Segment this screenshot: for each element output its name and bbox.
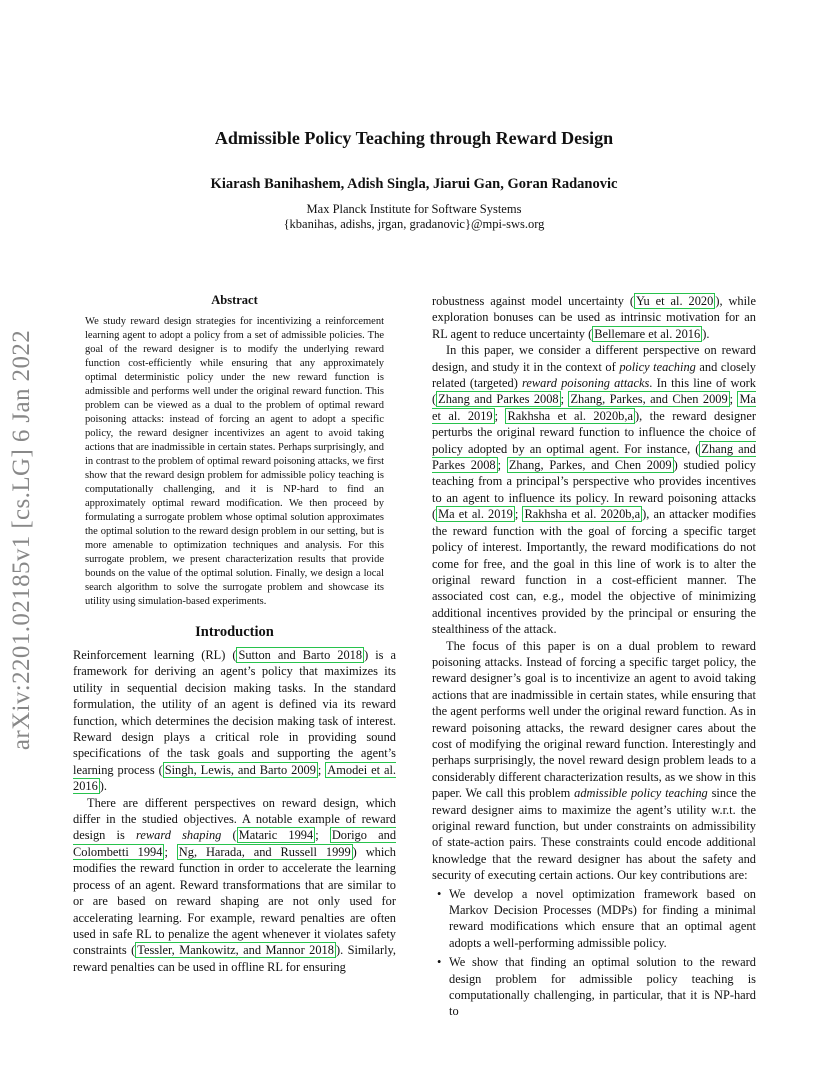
text-run: robustness against model uncertainty (	[432, 294, 634, 308]
emphasis-text: policy teaching	[619, 359, 696, 374]
citation-link[interactable]: Tessler, Mankowitz, and Mannor 2018	[137, 943, 334, 958]
text-run: There are different perspectives on reward design, which differ in the studied objectives. A notable example of reward design is	[73, 795, 396, 843]
citation-link[interactable]: Yu et al. 2020	[635, 294, 714, 308]
citation-link[interactable]: Mataric 1994	[238, 828, 314, 843]
citation-link[interactable]: Zhang, Parkes, and Chen 2009	[508, 458, 672, 473]
text-run: ;	[164, 844, 177, 859]
text-run: In this paper, we consider a different perspective on reward design, and study it in the context of	[432, 343, 756, 374]
text-run: . In this line of work (	[432, 376, 756, 407]
contributions-list	[432, 886, 756, 1020]
text-run: Reinforcement learning (RL) (	[73, 648, 237, 662]
text-run: since the reward designer aims to maximize the agent’s utility w.r.t. the original reward function, but under constraints on admissibility of state-action pairs. These constraints could encode additional knowledge that the reward designer has about the safety and security of executing certain actions. Our key contributions are:	[432, 786, 757, 883]
affiliation: Max Planck Institute for Software Systems	[306, 202, 522, 216]
emphasis-text: reward shaping	[136, 828, 222, 843]
citation-link[interactable]: Dorigo and Colombetti 1994	[73, 828, 397, 859]
text-run: ;	[317, 762, 326, 777]
contribution-item	[432, 954, 756, 1020]
text-run: ).	[702, 326, 710, 341]
right-paragraph-3	[432, 638, 756, 884]
text-run: ;	[497, 458, 507, 473]
citation-link[interactable]: Singh, Lewis, and Barto 2009	[164, 762, 316, 777]
intro-paragraph-1	[73, 647, 396, 795]
emphasis-text: reward poisoning attacks	[522, 376, 650, 391]
intro-paragraph-2	[73, 795, 396, 975]
text-run: ;	[729, 392, 738, 407]
author-emails: {kbanihas, adishs, jrgan, gradanovic}@mpi-sws.org	[283, 217, 545, 231]
citation-link[interactable]: Zhang, Parkes, and Chen 2009	[570, 392, 728, 407]
text-run: ) is a framework for deriving an agent’s policy that maximizes its utility in sequential decision making tasks. In the standard formulation, the utility of an agent is defined via its reward function, which determines the decision making task of interest. Reward design plays a critical role in providing sound specifications of the task goals and supporting the agent’s learning process (	[73, 648, 396, 777]
text-run: and closely related (targeted)	[432, 359, 756, 391]
text-run: ;	[514, 507, 523, 522]
bullet-icon: •	[437, 886, 442, 901]
citation-link[interactable]: Ma et al. 2019	[432, 392, 757, 423]
text-run: ;	[560, 392, 569, 407]
right-column	[432, 293, 756, 1023]
citation-link[interactable]: Zhang and Parkes 2008	[438, 392, 559, 407]
abstract-heading: Abstract	[211, 293, 258, 307]
right-paragraph-2	[432, 342, 756, 637]
author-list: Kiarash Banihashem, Adish Singla, Jiarui Gan, Goran Radanovic	[210, 176, 618, 192]
text-run: ), the reward designer perturbs the original reward function to influence the choice of policy adopted by an optimal agent. For instance, (	[432, 408, 756, 456]
text-run: (	[221, 828, 237, 843]
citation-link[interactable]: Zhang and Parkes 2008	[432, 441, 756, 473]
contribution-text: We develop a novel optimization framework based on Markov Decision Processes (MDPs) for finding a minimal reward modifications which ensure that an optimal agent adopts a well-performing admissible policy.	[449, 886, 756, 950]
right-paragraph-1	[432, 293, 756, 342]
citation-link[interactable]: Rakhsha et al. 2020b,a	[524, 507, 641, 522]
contribution-item	[432, 886, 756, 952]
text-run: ). Similarly, reward penalties can be used in offline RL for ensuring	[73, 943, 397, 974]
text-run: ).	[99, 779, 108, 794]
emphasis-text: admissible policy teaching	[574, 786, 708, 801]
affiliation-block	[0, 202, 828, 232]
left-column	[73, 293, 396, 975]
abstract-text: We study reward design strategies for incentivizing a reinforcement learning agent to adopt a policy from a set of admissible policies. The goal of the reward designer is to modify the underlying reward function cost-efficiently while ensuring that any approximately optimal deterministic policy under the new reward function is admissible and performs well under the original reward function. This problem can be viewed as a dual to the problem of optimal reward poisoning attacks: instead of forcing an agent to adopt a specific policy, the reward designer incentivizes an agent to avoid taking actions that are inadmissible in certain states. Perhaps surprisingly, and in contrast to the problem of optimal reward poisoning attacks, we first show that the reward design problem for admissible policy teaching is computationally challenging, and it is NP-hard to find an approximately optimal reward modification. We then proceed by formulating a surrogate problem whose optimal solution approximates the optimal solution to the reward design problem in our setting, but is more amenable to optimization techniques and analysis. For this surrogate problem, we present characterization results that provide bounds on the value of the optimal solution. Finally, we design a local search algorithm to solve the surrogate problem and showcase its utility using simulation-based experiments.	[85, 316, 384, 607]
text-run: ) studied policy teaching from a principal’s perspective who provides incentives to an agent to influence its policy. In reward poisoning attacks (	[432, 458, 756, 522]
introduction-heading: Introduction	[195, 624, 274, 640]
citation-link[interactable]: Rakhsha et al. 2020b,a	[507, 408, 633, 423]
text-run: ), while exploration bonuses can be used as intrinsic motivation for an RL agent to reduce uncertainty (	[432, 294, 756, 341]
bullet-icon: •	[437, 955, 442, 970]
text-run: ), an attacker modifies the reward function with the goal of forcing a specific target policy of interest. Importantly, the reward modifications do not come for free, and the goal in this line of work is to alter the original reward function in a cost-efficient manner. The associated cost can, e.g., model the objective of minimizing additional incentives provided by the principal or ensuring the stealthiness of the attack.	[432, 507, 756, 637]
citation-link[interactable]: Ma et al. 2019	[438, 507, 513, 522]
text-run: ;	[494, 408, 506, 423]
text-run: ;	[315, 828, 330, 843]
arxiv-identifier-text: arXiv:2201.02185v1 [cs.LG] 6 Jan 2022	[8, 329, 35, 751]
citation-link[interactable]: Sutton and Barto 2018	[238, 648, 363, 662]
text-run: The focus of this paper is on a dual problem to reward poisoning attacks. Instead of forcing a specific target policy, the reward designer’s goal is to incentivize an agent to avoid taking actions that are inadmissible in certain states, while ensuring that the agent performs well under the original reward function. As in reward poisoning attacks, the reward designer cares about the cost of modifying the original reward function. Interestingly and perhaps surprisingly, the novel reward design problem leads to a considerably different characterization results, as we show in this paper. We call this problem	[432, 638, 756, 801]
citation-link[interactable]: Amodei et al. 2016	[73, 762, 396, 794]
citation-link[interactable]: Bellemare et al. 2016	[594, 326, 701, 341]
citation-link[interactable]: Ng, Harada, and Russell 1999	[178, 844, 351, 859]
paper-title: Admissible Policy Teaching through Reward Design	[214, 128, 614, 148]
text-run: ) which modifies the reward function in order to accelerate the learning process of an agent. Reward transformations that are similar to or are based on reward shaping are not only used for accelerating learning. For example, reward penalties are often used in safe RL to penalize the agent whenever it violates safety constraints (	[73, 844, 396, 958]
contribution-text: We show that finding an optimal solution to the reward design problem for admissible policy teaching is computationally challenging, in particular, that it is NP-hard to	[449, 955, 756, 1019]
